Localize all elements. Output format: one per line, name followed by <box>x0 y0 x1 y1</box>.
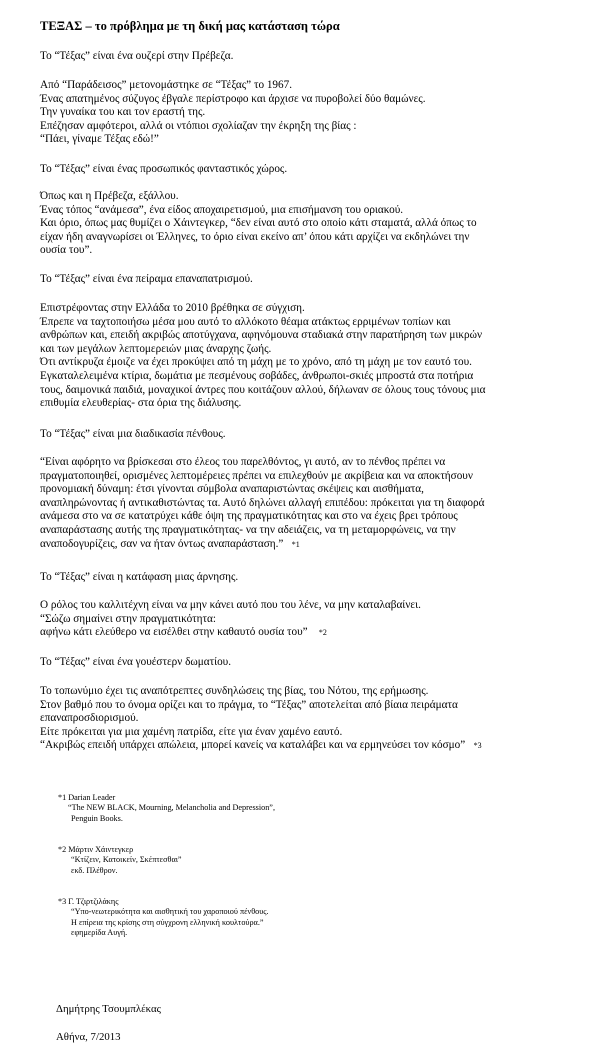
paragraph-history <box>40 79 578 147</box>
text-line <box>40 538 578 552</box>
footnote-line: *3 Γ. Τζιρτζιλάκης <box>58 897 119 906</box>
paragraph-repatriation <box>40 273 578 287</box>
text-line: και των μεγάλων λεπτομερειών μιας άναρχης ζωής. <box>40 342 272 355</box>
text-line: Το τοπωνύμιο έχει τις αναπότρεπτες συνδηλώσεις της βίας, του Νότου, της ερήμωσης. <box>40 685 429 697</box>
text-fragment: αφήνω κάτι ελεύθερο να εισέλθει στην καθαυτό ουσία του” <box>40 626 308 639</box>
footnote-line: “Κτίζειν, Κατοικείν, Σκέπτεσθαι” <box>71 855 182 865</box>
footnote-ref-2: *2 <box>318 628 327 638</box>
text-line: Επιστρέφοντας στην Ελλάδα το 2010 βρέθηκα σε σύγχιση. <box>40 302 305 314</box>
text-line: Ο ρόλος του καλλιτέχνη είναι να μην κάνει αυτό που του λένε, να μην καταλαβαίνει. <box>40 599 421 611</box>
text-line: είχαν ήδη αναγνωρίσει οι Έλληνες, το όριο είναι εκείνο απ’ όπου κάτι αρχίζει να εκδηλώνει την <box>40 230 470 243</box>
paragraph-artist-role <box>40 599 578 640</box>
paragraph-toponym <box>40 685 578 753</box>
footnote-line: εφημερίδα Αυγή. <box>71 928 128 938</box>
text-line: Όπως και η Πρέβεζα, εξάλλου. <box>40 190 179 202</box>
footnote-1 <box>58 793 275 824</box>
footnote-line: “Υπο-νεωτερικότητα και αισθητική του χαροποιού πένθους. <box>71 907 269 917</box>
text-line: επιθυμία ελευθερίας- στα όρια της διάλυσης. <box>40 397 242 410</box>
text-line: Το “Τέξας” είναι μια διαδικασία πένθους. <box>40 428 226 440</box>
paragraph-ouzeri <box>40 50 578 64</box>
text-line: “Πάει, γίναμε Τέξας εδώ!” <box>40 133 159 146</box>
text-line: ουσία του”. <box>40 244 93 257</box>
place-date: Αθήνα, 7/2013 <box>56 1031 121 1043</box>
text-line: Εγκαταλελειμένα κτίρια, δωμάτια με πεσμένους σοβάδες, άνθρωποι-σκιές μπροστά στα ποτήρια <box>40 369 474 382</box>
text-line: Το “Τέξας” είναι η κατάφαση μιας άρνησης. <box>40 571 239 583</box>
text-line: Το “Τέξας” είναι ένας προσωπικός φανταστικός χώρος. <box>40 163 288 175</box>
paragraph-western <box>40 656 578 670</box>
text-line: Στον βαθμό που το όνομα ορίζει και το πράγμα, το “Τέξας” αποτελείται από βίαια πειράματα <box>40 698 458 711</box>
text-line: Ένας απατημένος σύζυγος έβγαλε περίστροφο και άρχισε να πυροβολεί δύο θαμώνες. <box>40 92 426 105</box>
text-line: Έπρεπε να ταχτοποιήσω μέσα μου αυτό το αλλόκοτο θέαμα ατάκτως ερριμένων τοπίων και <box>40 315 451 328</box>
footnote-ref-1: *1 <box>291 539 300 549</box>
text-line: ανάμεσα στο να σε κατατρύχει κάθε όψη της πραγματικότητας και στο να έχεις βρει τρόπους <box>40 510 458 523</box>
footnote-line: Η επίρεια της κρίσης στη σύγχρονη ελληνική κουλτούρα.” <box>71 917 264 927</box>
document-title: ΤΕΞΑΣ – το πρόβλημα με τη δική μας κατάσταση τώρα <box>40 19 340 33</box>
text-line: Το “Τέξας” είναι ένα ουζερί στην Πρέβεζα. <box>40 50 234 62</box>
text-line: “Είναι αφόρητο να βρίσκεσαι στο έλεος του παρελθόντος, γι αυτό, αν το πένθος πρέπει να <box>40 456 446 468</box>
text-line: τους, δαιμονικά παιδιά, μοναχικοί άντρες που κοιτάζουν αλλού, δήλωναν σε όλους τους τόνους μια <box>40 383 486 396</box>
footnote-2 <box>58 845 182 876</box>
text-line: Το “Τέξας” είναι ένα γουέστερν δωματίου. <box>40 656 232 668</box>
text-line: αναπαράστασης αυτής της πραγματικότητας- να την αδειάζεις, να τη μεταμορφώνεις, να την <box>40 523 456 536</box>
paragraph-leader-quote <box>40 456 578 551</box>
footnote-ref-3: *3 <box>473 741 482 751</box>
paragraph-imaginary-space <box>40 163 578 177</box>
text-fragment: αναποδογυρίζεις, σαν να ήταν όντως αναπαράσταση.” <box>40 537 284 550</box>
text-line: Είτε πρόκειται για μια χαμένη πατρίδα, είτε για έναν χαμένο εαυτό. <box>40 725 343 738</box>
text-line: Επέζησαν αμφότεροι, αλλά οι ντόπιοι σχολίαζαν την έκρηξη της βίας : <box>40 119 357 132</box>
author-name: Δημήτρης Τσουμπλέκας <box>56 1003 161 1015</box>
text-line: ανθρώπων και, επειδή ακριβώς αποτύγχανα, αφηνόμουνα σταδιακά στην παρατήρηση των μικρών <box>40 329 483 342</box>
paragraph-return-2010 <box>40 302 578 411</box>
text-line: επαναπροσδιορισμού. <box>40 712 139 725</box>
text-line: πραγματοποιηθεί, ορισμένες λεπτομέρειες πρέπει να επιλεχθούν με ακρίβεια και να αποκτήσουν <box>40 469 473 482</box>
footnote-line: *1 Darian Leader <box>58 793 116 802</box>
text-line: Το “Τέξας” είναι ένα πείραμα επαναπατρισμού. <box>40 273 253 285</box>
footnote-3 <box>58 897 269 939</box>
text-fragment: “Ακριβώς επειδή υπάρχει απώλεια, μπορεί κανείς να καταλάβει και να ερμηνεύσει τον κόσμο” <box>40 739 466 752</box>
paragraph-mourning <box>40 428 578 442</box>
text-line: προνομιακή δύναμη: έτσι γίνονται σύμβολα αναπαριστώντας σκέψεις και αισθήματα, <box>40 483 424 496</box>
paragraph-preveza-limit <box>40 190 578 258</box>
footnote-line: εκδ. Πλέθρον. <box>71 865 118 875</box>
text-line: Από “Παράδεισος” μετονομάστηκε σε “Τέξας” το 1967. <box>40 79 293 91</box>
paragraph-affirmation <box>40 571 578 585</box>
text-line: Και όριο, όπως μας θυμίζει ο Χάιντεγκερ, “δεν είναι αυτό στο οποίο κάτι σταματά, αλλά όπως το <box>40 217 477 230</box>
text-line <box>40 739 578 753</box>
text-line: Την γυναίκα του και τον εραστή της. <box>40 106 206 119</box>
footnote-line: *2 Μάρτιν Χάιντεγκερ <box>58 845 134 854</box>
footnote-line: Penguin Books. <box>71 813 123 823</box>
text-line: Ότι αντίκρυζα έμοιζε να έχει προκύψει από τη μάχη με το χρόνο, από τη μάχη με τον εαυτό του. <box>40 356 472 369</box>
text-line: αναπληρώνοντας ή αντικαθιστώντας τα. Αυτό δηλώνει αλλαγή επιπέδου: πρόκειται για τη διαφορά <box>40 496 485 509</box>
footnote-line: “The NEW BLACK, Mourning, Melancholia and Depression”, <box>68 803 275 813</box>
text-line: “Σώζω σημαίνει στην πραγματικότητα: <box>40 612 216 625</box>
text-line <box>40 626 578 640</box>
text-line: Ένας τόπος “ανάμεσα”, ένα είδος αποχαιρετισμού, μια επισήμανση του οριακού. <box>40 203 404 216</box>
